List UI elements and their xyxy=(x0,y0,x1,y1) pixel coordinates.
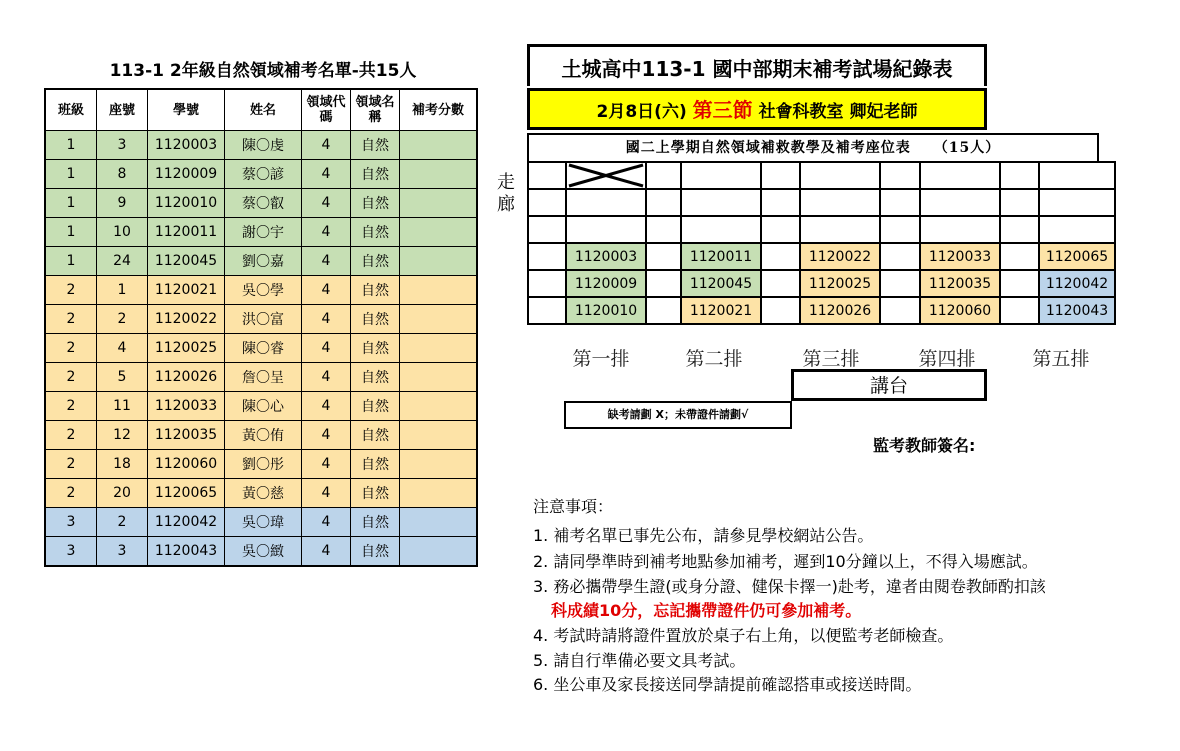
cell-domain-code: 4 xyxy=(302,363,351,392)
exam-date: 2月8日(六) xyxy=(596,102,687,122)
cell-domain-code: 4 xyxy=(302,479,351,508)
row-label-5: 第五排 xyxy=(1032,348,1090,370)
cell-score[interactable] xyxy=(400,392,478,421)
cell-student-id: 1120009 xyxy=(148,160,225,189)
header-seat: 座號 xyxy=(97,89,148,131)
empty-cell xyxy=(1000,270,1039,297)
table-row xyxy=(45,247,477,276)
cell-domain-name: 自然 xyxy=(351,218,400,247)
seat-cell: 1120043 xyxy=(1039,297,1115,324)
cell-domain-code: 4 xyxy=(302,218,351,247)
seat-row xyxy=(528,270,1115,297)
cell-domain-name: 自然 xyxy=(351,508,400,537)
cell-class: 2 xyxy=(45,479,97,508)
cell-domain-name: 自然 xyxy=(351,421,400,450)
empty-cell xyxy=(1000,297,1039,324)
cell-class: 2 xyxy=(45,305,97,334)
cell-name: 詹〇呈 xyxy=(225,363,302,392)
empty-cell xyxy=(646,162,681,189)
cell-score[interactable] xyxy=(400,160,478,189)
seat-cell: 1120033 xyxy=(920,243,1000,270)
cell-student-id: 1120010 xyxy=(148,189,225,218)
cell-student-id: 1120022 xyxy=(148,305,225,334)
empty-cell xyxy=(800,162,880,189)
cell-seat: 24 xyxy=(97,247,148,276)
table-row xyxy=(45,479,477,508)
empty-cell xyxy=(681,189,761,216)
legend-note: 缺考請劃 X；未帶證件請劃√ xyxy=(564,401,792,429)
seat-cell: 1120025 xyxy=(800,270,880,297)
empty-cell xyxy=(920,216,1000,243)
cell-domain-name: 自然 xyxy=(351,189,400,218)
header-class: 班級 xyxy=(45,89,97,131)
cell-seat: 11 xyxy=(97,392,148,421)
cell-class: 2 xyxy=(45,421,97,450)
table-row xyxy=(45,363,477,392)
cell-domain-code: 4 xyxy=(302,247,351,276)
cell-student-id: 1120026 xyxy=(148,363,225,392)
note-5: 5. 請自行準備必要文具考試。 xyxy=(533,651,746,670)
seat-cell: 1120022 xyxy=(800,243,880,270)
proctor-signature-label: 監考教師簽名: xyxy=(873,436,976,455)
empty-cell xyxy=(566,189,646,216)
empty-cell xyxy=(880,216,920,243)
cell-score[interactable] xyxy=(400,131,478,160)
cell-score[interactable] xyxy=(400,334,478,363)
table-row xyxy=(45,334,477,363)
roster-header-row xyxy=(45,89,477,131)
notes-title: 注意事項： xyxy=(533,497,614,516)
exam-room: 社會科教室 卿妃老師 xyxy=(758,102,918,122)
header-score: 補考分數 xyxy=(400,89,478,131)
empty-cell xyxy=(761,189,800,216)
cell-seat: 12 xyxy=(97,421,148,450)
seat-row xyxy=(528,216,1115,243)
empty-cell xyxy=(528,216,566,243)
table-row xyxy=(45,189,477,218)
cell-name: 吳〇學 xyxy=(225,276,302,305)
empty-cell xyxy=(880,297,920,324)
cell-seat: 4 xyxy=(97,334,148,363)
seat-cell: 1120042 xyxy=(1039,270,1115,297)
cell-class: 1 xyxy=(45,218,97,247)
cell-domain-name: 自然 xyxy=(351,334,400,363)
header-domain-name: 領域名稱 xyxy=(351,89,400,131)
note-2: 2. 請同學準時到補考地點參加補考，遲到10分鐘以上，不得入場應試。 xyxy=(533,552,1038,571)
seat-cell: 1120009 xyxy=(566,270,646,297)
cross-mark-icon xyxy=(567,163,645,188)
row-label-2: 第二排 xyxy=(685,348,743,370)
empty-cell xyxy=(646,243,681,270)
empty-cell xyxy=(528,243,566,270)
cell-domain-name: 自然 xyxy=(351,276,400,305)
note-1: 1. 補考名單已事先公布，請參見學校網站公告。 xyxy=(533,526,874,545)
cell-seat: 2 xyxy=(97,305,148,334)
cell-class: 1 xyxy=(45,160,97,189)
empty-cell xyxy=(761,216,800,243)
cell-student-id: 1120035 xyxy=(148,421,225,450)
cell-domain-code: 4 xyxy=(302,508,351,537)
table-row xyxy=(45,276,477,305)
cell-seat: 8 xyxy=(97,160,148,189)
cell-name: 洪〇富 xyxy=(225,305,302,334)
cell-score[interactable] xyxy=(400,189,478,218)
cell-seat: 20 xyxy=(97,479,148,508)
table-row xyxy=(45,218,477,247)
empty-cell xyxy=(920,189,1000,216)
cell-score[interactable] xyxy=(400,421,478,450)
cell-domain-name: 自然 xyxy=(351,479,400,508)
cell-name: 劉〇嘉 xyxy=(225,247,302,276)
empty-cell xyxy=(528,270,566,297)
row-label-1: 第一排 xyxy=(572,348,630,370)
cell-name: 謝〇宇 xyxy=(225,218,302,247)
empty-cell xyxy=(646,189,681,216)
empty-cell xyxy=(880,243,920,270)
cell-class: 1 xyxy=(45,131,97,160)
cell-class: 2 xyxy=(45,276,97,305)
cell-student-id: 1120011 xyxy=(148,218,225,247)
seat-cell: 1120026 xyxy=(800,297,880,324)
cell-class: 2 xyxy=(45,363,97,392)
note-6: 6. 坐公車及家長接送同學請提前確認搭車或接送時間。 xyxy=(533,675,922,694)
row-label-4: 第四排 xyxy=(918,348,976,370)
seat-row xyxy=(528,243,1115,270)
cell-score[interactable] xyxy=(400,247,478,276)
table-row xyxy=(45,160,477,189)
empty-cell xyxy=(681,216,761,243)
header-domain-code: 領域代碼 xyxy=(302,89,351,131)
exam-period: 第三節 xyxy=(692,98,753,122)
cell-name: 陳〇心 xyxy=(225,392,302,421)
cell-domain-name: 自然 xyxy=(351,305,400,334)
cell-domain-code: 4 xyxy=(302,392,351,421)
table-row xyxy=(45,421,477,450)
cell-score[interactable] xyxy=(400,508,478,537)
cell-score[interactable] xyxy=(400,450,478,479)
sheet-title: 土城高中113-1 國中部期末補考試場紀錄表 xyxy=(527,44,987,86)
empty-cell xyxy=(761,243,800,270)
empty-cell xyxy=(1039,189,1115,216)
cell-domain-name: 自然 xyxy=(351,247,400,276)
absent-mark xyxy=(566,162,646,189)
empty-cell xyxy=(880,189,920,216)
sheet-subtitle xyxy=(527,88,987,130)
empty-cell xyxy=(800,216,880,243)
cell-student-id: 1120025 xyxy=(148,334,225,363)
cell-student-id: 1120021 xyxy=(148,276,225,305)
empty-cell xyxy=(880,270,920,297)
seat-chart xyxy=(527,161,1116,325)
cell-student-id: 1120033 xyxy=(148,392,225,421)
row-label-3: 第三排 xyxy=(802,348,860,370)
table-row xyxy=(45,392,477,421)
cell-name: 黃〇慈 xyxy=(225,479,302,508)
cell-name: 蔡〇諺 xyxy=(225,160,302,189)
empty-cell xyxy=(761,162,800,189)
cell-class: 3 xyxy=(45,537,97,567)
seat-cell: 1120035 xyxy=(920,270,1000,297)
cell-score[interactable] xyxy=(400,363,478,392)
roster-title: 113-1 2年級自然領域補考名單-共15人 xyxy=(109,61,417,81)
seat-cell: 1120011 xyxy=(681,243,761,270)
empty-cell xyxy=(1000,162,1039,189)
cell-class: 1 xyxy=(45,247,97,276)
header-student-id: 學號 xyxy=(148,89,225,131)
cell-name: 蔡〇叡 xyxy=(225,189,302,218)
seat-cell: 1120045 xyxy=(681,270,761,297)
seat-chart-title: 國二上學期自然領域補救教學及補考座位表 （15人） xyxy=(527,133,1099,161)
cell-class: 2 xyxy=(45,334,97,363)
cell-domain-code: 4 xyxy=(302,189,351,218)
cell-domain-code: 4 xyxy=(302,276,351,305)
cell-name: 吳〇瑋 xyxy=(225,508,302,537)
cell-domain-code: 4 xyxy=(302,537,351,567)
cell-domain-code: 4 xyxy=(302,334,351,363)
cell-domain-code: 4 xyxy=(302,131,351,160)
cell-name: 吳〇緻 xyxy=(225,537,302,567)
podium: 講台 xyxy=(791,369,987,401)
cell-seat: 3 xyxy=(97,537,148,567)
empty-cell xyxy=(646,270,681,297)
header-name: 姓名 xyxy=(225,89,302,131)
empty-cell xyxy=(920,162,1000,189)
cell-seat: 3 xyxy=(97,131,148,160)
cell-domain-name: 自然 xyxy=(351,392,400,421)
cell-student-id: 1120042 xyxy=(148,508,225,537)
cell-score[interactable] xyxy=(400,218,478,247)
note-3: 3. 務必攜帶學生證(或身分證、健保卡擇一)赴考，違者由閱卷教師酌扣該 xyxy=(533,577,1046,596)
cell-domain-name: 自然 xyxy=(351,537,400,567)
empty-cell xyxy=(1000,189,1039,216)
seat-cell: 1120010 xyxy=(566,297,646,324)
cell-domain-code: 4 xyxy=(302,450,351,479)
cell-seat: 10 xyxy=(97,218,148,247)
cell-name: 陳〇睿 xyxy=(225,334,302,363)
empty-cell xyxy=(880,162,920,189)
table-row xyxy=(45,450,477,479)
roster-table xyxy=(44,88,478,567)
cell-student-id: 1120003 xyxy=(148,131,225,160)
empty-cell xyxy=(800,189,880,216)
note-3-continued: 科成績10分，忘記攜帶證件仍可參加補考。 xyxy=(551,601,862,620)
empty-cell xyxy=(1000,243,1039,270)
cell-domain-name: 自然 xyxy=(351,160,400,189)
seat-row xyxy=(528,162,1115,189)
cell-domain-name: 自然 xyxy=(351,131,400,160)
empty-cell xyxy=(646,297,681,324)
empty-cell xyxy=(646,216,681,243)
cell-score[interactable] xyxy=(400,479,478,508)
seat-cell: 1120003 xyxy=(566,243,646,270)
empty-cell xyxy=(1039,162,1115,189)
cell-score[interactable] xyxy=(400,276,478,305)
cell-seat: 9 xyxy=(97,189,148,218)
empty-cell xyxy=(528,189,566,216)
cell-domain-code: 4 xyxy=(302,305,351,334)
empty-cell xyxy=(528,297,566,324)
cell-score[interactable] xyxy=(400,537,478,567)
cell-domain-code: 4 xyxy=(302,421,351,450)
cell-student-id: 1120045 xyxy=(148,247,225,276)
seat-cell: 1120021 xyxy=(681,297,761,324)
cell-name: 陳〇虔 xyxy=(225,131,302,160)
table-row xyxy=(45,508,477,537)
cell-score[interactable] xyxy=(400,305,478,334)
cell-seat: 2 xyxy=(97,508,148,537)
cell-student-id: 1120043 xyxy=(148,537,225,567)
cell-class: 2 xyxy=(45,392,97,421)
empty-cell xyxy=(761,297,800,324)
cell-name: 黃〇侑 xyxy=(225,421,302,450)
table-row xyxy=(45,131,477,160)
cell-class: 2 xyxy=(45,450,97,479)
seat-row xyxy=(528,189,1115,216)
seat-cell: 1120060 xyxy=(920,297,1000,324)
cell-class: 3 xyxy=(45,508,97,537)
empty-cell xyxy=(681,162,761,189)
cell-domain-code: 4 xyxy=(302,160,351,189)
corridor-label: 走廊 xyxy=(497,172,515,215)
cell-domain-name: 自然 xyxy=(351,450,400,479)
empty-cell xyxy=(528,162,566,189)
note-4: 4. 考試時請將證件置放於桌子右上角，以便監考老師檢查。 xyxy=(533,626,954,645)
empty-cell xyxy=(1000,216,1039,243)
cell-seat: 5 xyxy=(97,363,148,392)
seat-row xyxy=(528,297,1115,324)
cell-seat: 1 xyxy=(97,276,148,305)
cell-name: 劉〇彤 xyxy=(225,450,302,479)
empty-cell xyxy=(1039,216,1115,243)
cell-seat: 18 xyxy=(97,450,148,479)
cell-domain-name: 自然 xyxy=(351,363,400,392)
table-row xyxy=(45,305,477,334)
table-row xyxy=(45,537,477,567)
seat-cell: 1120065 xyxy=(1039,243,1115,270)
cell-student-id: 1120065 xyxy=(148,479,225,508)
empty-cell xyxy=(566,216,646,243)
cell-student-id: 1120060 xyxy=(148,450,225,479)
cell-class: 1 xyxy=(45,189,97,218)
empty-cell xyxy=(761,270,800,297)
